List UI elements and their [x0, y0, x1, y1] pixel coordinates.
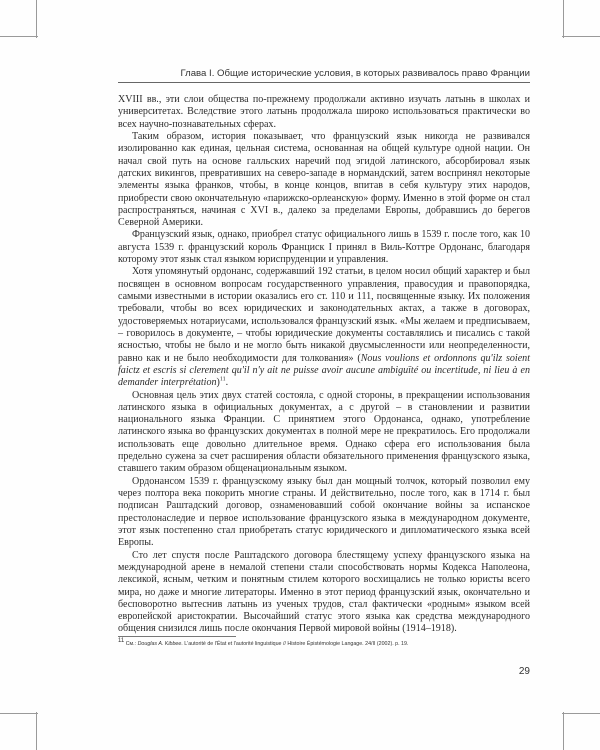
crop-mark: [0, 713, 38, 714]
footnote-citation: . L'autorité de l'État et l'autorité linguistique // Histoire Épistémologie Langage. 24/II (2002). p. 19.: [181, 641, 409, 647]
crop-mark: [563, 712, 564, 750]
running-head: Глава I. Общие исторические условия, в которых развивалось право Франции: [180, 68, 530, 79]
crop-mark: [0, 36, 38, 37]
crop-mark: [36, 0, 37, 38]
crop-mark: [36, 712, 37, 750]
footnote-prefix: См.:: [125, 641, 138, 647]
crop-mark: [563, 0, 564, 38]
paragraph-text: Французский язык, однако, приобрел статус официального лишь в 1539 г. после того, как 10 августа 1539 г. французский король Франциск I принял в Виль-Коттре Ордонанс, благодаря которому этот язык стал языком юриспруденции и управления.: [118, 229, 530, 266]
footnote-marker[interactable]: 11: [219, 376, 226, 383]
paragraph: [118, 94, 530, 131]
footnote-author: Douglas A. Kibbee: [137, 641, 182, 647]
page-number: 29: [518, 666, 530, 677]
crop-mark: [562, 36, 600, 37]
crop-mark: [562, 713, 600, 714]
paragraph-text: ): [216, 377, 220, 389]
paragraph: [118, 550, 530, 636]
paragraph-text: Ордонансом 1539 г. французскому языку был дан мощный толчок, который позволил ему через полтора века покорить многие страны. И действительно, после того, как в 1714 г. был подписан Раштадский договор, ознаменовавший собой окончание войны за испанское престолонаследие и первое использование французского языка в международном документе, этот язык постепенно стал приобретать статус юридического и дипломатического языка всей Европы.: [118, 475, 530, 549]
paragraph: [118, 390, 530, 476]
footnote: [118, 638, 530, 647]
paragraph-text: Сто лет спустя после Раштадского договора блестящему успеху французского языка на международной арене в немалой степени стали способствовать нормы Кодекса Наполеона, лексикой, ясным, четким и понятным стилем которого восхищались не только юристы всего мира, но даже и многие литераторы. Именно в этот период французский язык, окончательно и бесповоротно вытеснив латынь из ученых трудов, стал фактически «родным» языком всей европейской аристократии. Высочайший статус этого языка как средства международного общения снизился лишь после окончания Первой мировой войны (1914–1918).: [118, 549, 530, 635]
paragraph: [118, 131, 530, 230]
footnote-rule: [118, 636, 236, 637]
footnote-number: 11: [118, 638, 125, 645]
paragraph: [118, 476, 530, 550]
paragraph: [118, 229, 530, 266]
paragraph-text: XVIII вв., эти слои общества по-прежнему продолжали активно изучать латынь в школах и университетах. Вследствие этого латынь продолжала широко использоваться практически во всех научно-познавательных сферах.: [118, 94, 530, 130]
french-quote: Nous voulions et ordonnons qu'ilz soient faictz et escris si clerement qu'il n'y ait ne puisse avoir aucune ambiguïté ou incertitude, ni lieu à en demander interprétation: [118, 352, 530, 389]
paragraph-text: .: [225, 377, 229, 389]
paragraph-text: Основная цель этих двух статей состояла, с одной стороны, в прекращении использования латинского языка в официальных документах, а с другой – в становлении и развитии национального языка Франции. С принятием этого Ордонанса, однако, употребление латинского языка во французских документах в полной мере не прекратилось. Его продолжали использовать еще довольно длительное время. Однако сфера его использования была предельно сужена за счет расширения области обязательного применения французского языка, ставшего таким образом общенациональным языком.: [118, 389, 530, 475]
paragraph-text: Хотя упомянутый ордонанс, содержавший 192 статьи, в целом носил общий характер и был посвящен в основном вопросам государственного управления, правосудия и правопорядка, самыми известными в истории оказались его ст. 110 и 111, посвященные языку. Их положения требовали, чтобы во всех юридических и законодательных актах, а также в договорах, удостоверяемых нотариусами, использовался французский язык. «Мы желаем и предписываем, – говорилось в документе, – чтобы юридические документы составлялись и писались с такой ясностью, чтобы не было и не могло быть никакой двусмысленности или неопределенности, равно как и не было необходимости для толкования» (: [118, 266, 530, 364]
body-text: [118, 94, 530, 636]
paragraph-text: Таким образом, история показывает, что французский язык никогда не развивался изолированно как единая, цельная система, основанная на общей культуре одной нации. Он начал свой путь на основе галльских наречий под эгидой латинского, абсорбировал язык датских викингов, превративших на северо-западе в нормандский, затем воспринял некоторые элементы языка франков, чтобы, в конце концов, впитав в себя культуру этих народов, приобрести свою окончательную «парижско-орлеанскую» форму. Именно в этой форме он стал распространяться, начиная с XVI в., далеко за пределами Европы, добравшись до берегов Северной Америки.: [118, 130, 530, 229]
paragraph: [118, 266, 530, 389]
header-rule: [118, 82, 530, 83]
